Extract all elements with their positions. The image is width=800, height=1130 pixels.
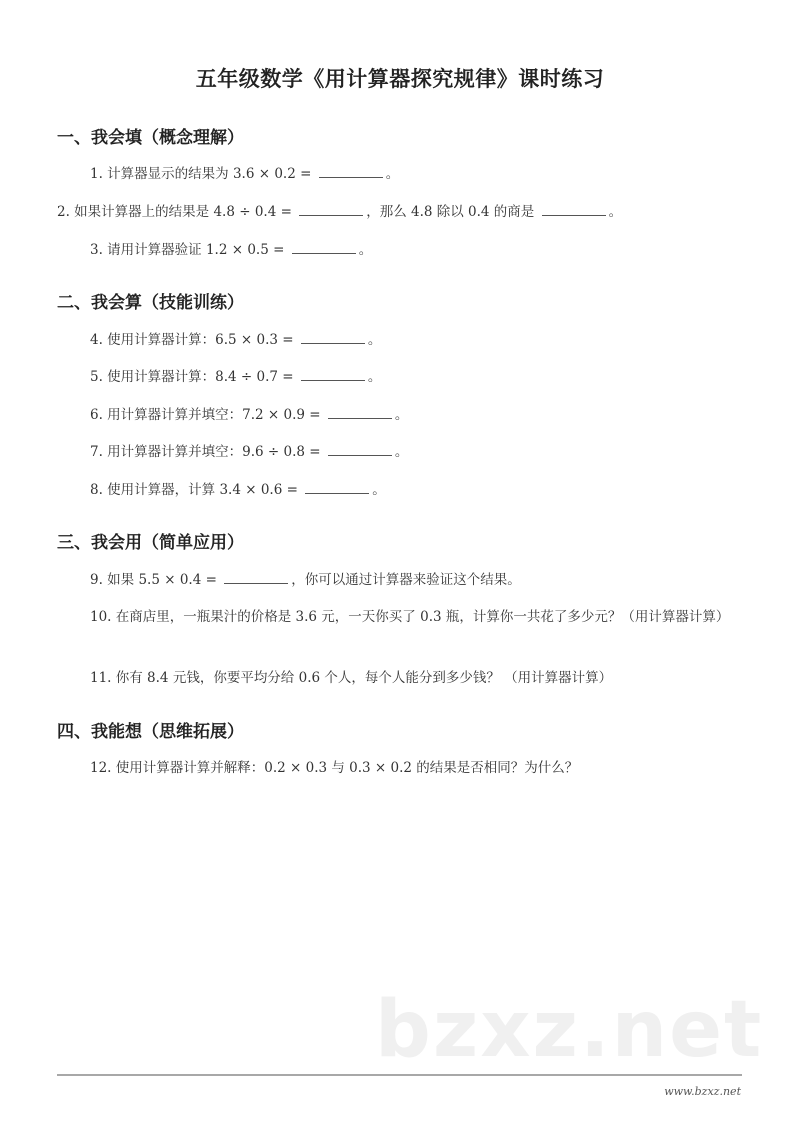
answer-blank[interactable] bbox=[292, 241, 356, 254]
answer-blank[interactable] bbox=[299, 203, 363, 216]
question-1 bbox=[90, 163, 399, 185]
answer-blank[interactable] bbox=[305, 481, 369, 494]
question-suffix: 。 bbox=[394, 444, 409, 460]
section-heading-2: 二、我会算（技能训练） bbox=[57, 293, 244, 313]
question-suffix: 。 bbox=[367, 332, 382, 348]
question-suffix: 。 bbox=[358, 242, 373, 258]
question-6 bbox=[90, 404, 408, 426]
footer-divider bbox=[57, 1074, 742, 1076]
footer-url: www.bzxz.net bbox=[664, 1085, 741, 1098]
question-suffix: ，你可以通过计算器来验证这个结果。 bbox=[291, 572, 521, 588]
question-text: 1. 计算器显示的结果为 3.6 × 0.2 = bbox=[90, 166, 316, 182]
question-suffix: 。 bbox=[394, 407, 409, 423]
question-10 bbox=[60, 606, 750, 629]
question-text: 12. 使用计算器计算并解释：0.2 × 0.3 与 0.3 × 0.2 的结果是否相同？为什么？ bbox=[90, 760, 579, 776]
question-12 bbox=[90, 757, 578, 779]
answer-blank[interactable] bbox=[542, 203, 606, 216]
answer-blank[interactable] bbox=[224, 571, 288, 584]
question-middle: ，那么 4.8 除以 0.4 的商是 bbox=[366, 204, 539, 220]
question-text: 2. 如果计算器上的结果是 4.8 ÷ 0.4 = bbox=[57, 204, 297, 220]
question-2 bbox=[57, 201, 622, 223]
question-suffix: 。 bbox=[385, 166, 400, 182]
question-3 bbox=[90, 239, 372, 261]
answer-blank[interactable] bbox=[301, 331, 365, 344]
answer-blank[interactable] bbox=[319, 165, 383, 178]
question-text: 11. 你有 8.4 元钱，你要平均分给 0.6 个人，每个人能分到多少钱？ （用计算器计算） bbox=[90, 670, 613, 686]
answer-blank[interactable] bbox=[328, 406, 392, 419]
question-9 bbox=[90, 569, 521, 591]
page-title: 五年级数学《用计算器探究规律》课时练习 bbox=[195, 67, 605, 91]
answer-blank[interactable] bbox=[301, 368, 365, 381]
question-text: 6. 用计算器计算并填空：7.2 × 0.9 = bbox=[90, 407, 325, 423]
answer-blank[interactable] bbox=[328, 443, 392, 456]
question-5 bbox=[90, 366, 381, 388]
section-heading-4: 四、我能想（思维拓展） bbox=[57, 722, 244, 742]
question-text: 3. 请用计算器验证 1.2 × 0.5 = bbox=[90, 242, 289, 258]
watermark: bzxz.net bbox=[375, 985, 764, 1075]
question-7 bbox=[90, 441, 408, 463]
question-text: 9. 如果 5.5 × 0.4 = bbox=[90, 572, 222, 588]
question-11 bbox=[90, 667, 612, 689]
question-text: 10. 在商店里，一瓶果汁的价格是 3.6 元，一天你买了 0.3 瓶，计算你一共花了多少元？（用计算器计算） bbox=[90, 609, 730, 625]
question-8 bbox=[90, 479, 386, 501]
question-text: 8. 使用计算器，计算 3.4 × 0.6 = bbox=[90, 482, 303, 498]
question-suffix: 。 bbox=[608, 204, 623, 220]
section-heading-1: 一、我会填（概念理解） bbox=[57, 128, 244, 148]
question-suffix: 。 bbox=[372, 482, 386, 498]
question-suffix: 。 bbox=[367, 369, 382, 385]
question-text: 4. 使用计算器计算：6.5 × 0.3 = bbox=[90, 332, 298, 348]
question-text: 5. 使用计算器计算：8.4 ÷ 0.7 = bbox=[90, 369, 298, 385]
section-heading-3: 三、我会用（简单应用） bbox=[57, 533, 244, 553]
question-text: 7. 用计算器计算并填空：9.6 ÷ 0.8 = bbox=[90, 444, 325, 460]
question-4 bbox=[90, 329, 381, 351]
